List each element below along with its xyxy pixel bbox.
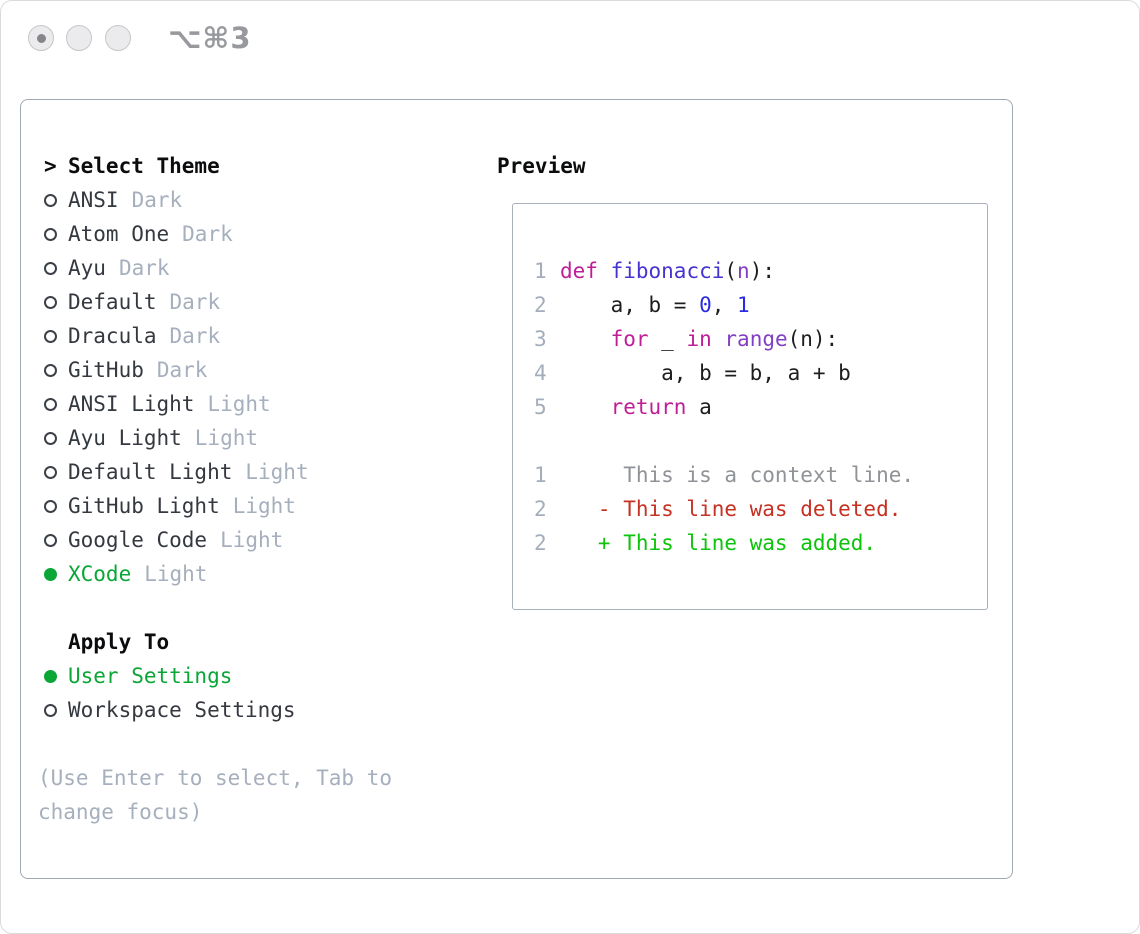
- radio-icon: [44, 364, 57, 377]
- theme-name: ANSI Light: [68, 392, 195, 416]
- preview-title: Preview: [497, 154, 586, 178]
- blank-line: [534, 424, 969, 458]
- theme-variant-label: Dark: [131, 188, 183, 212]
- token-keyword: in: [686, 327, 712, 351]
- titlebar: [1, 1, 1139, 73]
- theme-name: Dracula: [68, 324, 157, 348]
- theme-name: Atom One: [68, 222, 170, 246]
- preview-code-box: [512, 203, 988, 610]
- spacer: [44, 591, 392, 625]
- theme-variant-label: Dark: [118, 256, 170, 280]
- page-title: Select Theme: [68, 154, 220, 178]
- line-number: 3: [534, 327, 547, 351]
- token-plain: [560, 327, 611, 351]
- theme-name: ANSI: [68, 188, 119, 212]
- window-minimize-button[interactable]: [66, 25, 92, 51]
- hint-line: (Use Enter to select, Tab to: [38, 766, 393, 790]
- radio-selected-icon: [44, 670, 57, 683]
- token-plain: [598, 259, 611, 283]
- theme-option-ansi-light-light[interactable]: [44, 387, 392, 421]
- theme-option-github-dark[interactable]: [44, 353, 392, 387]
- token-plain: ):: [749, 259, 775, 283]
- theme-name: GitHub Light: [68, 494, 220, 518]
- radio-icon: [44, 296, 57, 309]
- theme-variant-label: Dark: [169, 324, 221, 348]
- select-theme-header: [44, 149, 392, 183]
- theme-option-xcode-light[interactable]: [44, 557, 392, 591]
- diff-context-text: This is a context line.: [560, 463, 915, 487]
- theme-option-dracula-dark[interactable]: [44, 319, 392, 353]
- theme-option-atom-one-dark[interactable]: [44, 217, 392, 251]
- diff-deleted-text: - This line was deleted.: [560, 497, 902, 521]
- theme-name: Ayu Light: [68, 426, 182, 450]
- line-number: 2: [534, 531, 547, 555]
- line-number: 5: [534, 395, 547, 419]
- window-zoom-button[interactable]: [105, 25, 131, 51]
- line-number: 4: [534, 361, 547, 385]
- apply-to-options: [44, 659, 392, 727]
- token-function: fibonacci: [610, 259, 725, 283]
- diff-added-text: + This line was added.: [560, 531, 877, 555]
- token-keyword: return: [610, 395, 687, 419]
- radio-icon: [44, 228, 57, 241]
- token-param: n: [737, 259, 750, 283]
- theme-name: Ayu: [68, 256, 106, 280]
- theme-option-ayu-light-light[interactable]: [44, 421, 392, 455]
- theme-name: Google Code: [68, 528, 208, 552]
- theme-picker-panel: [20, 99, 1013, 879]
- token-number: 1: [737, 293, 750, 317]
- window-close-button[interactable]: [28, 25, 54, 51]
- radio-icon: [44, 432, 57, 445]
- radio-icon: [44, 398, 57, 411]
- token-plain: (n):: [787, 327, 839, 351]
- token-param: range: [724, 327, 788, 351]
- radio-icon: [44, 500, 57, 513]
- theme-variant-label: Dark: [182, 222, 233, 246]
- theme-variant-label: Light: [207, 392, 271, 416]
- token-number: 0: [699, 293, 712, 317]
- theme-option-default-dark[interactable]: [44, 285, 392, 319]
- theme-name: GitHub: [68, 358, 144, 382]
- token-plain: (: [724, 259, 738, 283]
- radio-icon: [44, 194, 57, 207]
- theme-option-google-code-light[interactable]: [44, 523, 392, 557]
- apply-to-header: [44, 625, 392, 659]
- apply-option-user-settings[interactable]: [44, 659, 392, 693]
- theme-name: Default: [68, 290, 157, 314]
- code-line: [534, 322, 969, 356]
- theme-variant-label: Light: [144, 562, 208, 586]
- radio-icon: [44, 534, 57, 547]
- apply-to-title: Apply To: [68, 630, 170, 654]
- code-line: [534, 288, 969, 322]
- diff-line-context: [534, 458, 969, 492]
- hint-text: [38, 761, 392, 829]
- token-keyword: def: [560, 259, 598, 283]
- line-number: 1: [534, 463, 547, 487]
- spacer: [44, 727, 392, 761]
- hint-line: change focus): [38, 800, 203, 824]
- apply-option-workspace-settings[interactable]: [44, 693, 392, 727]
- token-plain: a: [686, 395, 712, 419]
- theme-variant-label: Dark: [156, 358, 208, 382]
- code-line: [534, 254, 969, 288]
- diff-line-deleted: [534, 492, 969, 526]
- theme-variant-label: Light: [220, 528, 284, 552]
- radio-icon: [44, 704, 57, 717]
- theme-option-github-light-light[interactable]: [44, 489, 392, 523]
- theme-name: Default Light: [68, 460, 233, 484]
- token-plain: a, b =: [560, 293, 700, 317]
- theme-name: XCode: [68, 562, 132, 586]
- token-plain: a, b = b, a + b: [560, 361, 851, 385]
- theme-options: [44, 183, 392, 591]
- preview-section: [497, 149, 988, 610]
- token-keyword: for: [610, 327, 649, 351]
- theme-option-default-light-light[interactable]: [44, 455, 392, 489]
- line-number: 2: [534, 293, 547, 317]
- code-line: [534, 356, 969, 390]
- radio-selected-icon: [44, 568, 57, 581]
- theme-list: [38, 149, 393, 829]
- theme-variant-label: Dark: [169, 290, 221, 314]
- theme-option-ayu-dark[interactable]: [44, 251, 392, 285]
- keyboard-shortcut-label: ⌥⌘3: [168, 21, 252, 55]
- token-plain: [712, 327, 725, 351]
- theme-variant-label: Light: [232, 494, 296, 518]
- diff-line-added: [534, 526, 969, 560]
- radio-icon: [44, 262, 57, 275]
- radio-icon: [44, 330, 57, 343]
- token-plain: _: [648, 327, 687, 351]
- token-plain: ,: [711, 293, 738, 317]
- apply-option-label: Workspace Settings: [68, 698, 296, 722]
- theme-option-ansi-dark[interactable]: [44, 183, 392, 217]
- theme-variant-label: Light: [245, 460, 309, 484]
- theme-variant-label: Light: [194, 426, 259, 450]
- radio-icon: [44, 466, 57, 479]
- apply-option-label: User Settings: [68, 664, 233, 688]
- token-plain: [560, 395, 611, 419]
- line-number: 2: [534, 497, 547, 521]
- code-line: [534, 390, 969, 424]
- focus-prompt-icon: >: [44, 154, 57, 178]
- line-number: 1: [534, 259, 547, 283]
